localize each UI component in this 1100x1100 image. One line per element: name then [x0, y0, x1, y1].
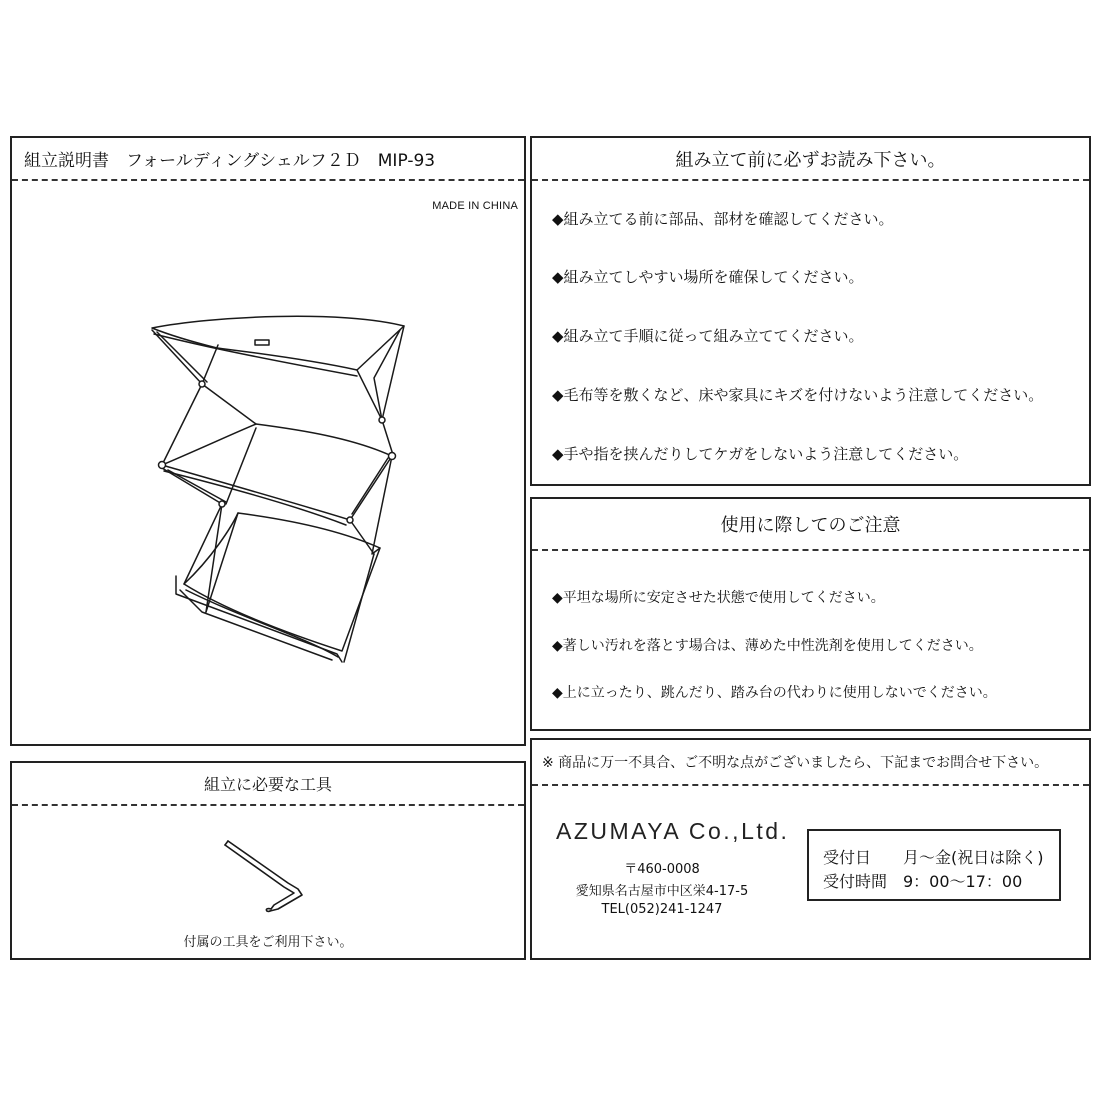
usage-note-item: ◆平坦な場所に安定させた状態で使用してください。 — [552, 590, 885, 606]
folding-shelf-illustration — [12, 138, 528, 748]
title-panel — [10, 136, 526, 746]
reception-hours-value: 9：00～17：00 — [903, 872, 1023, 891]
company-address: 愛知県名古屋市中区栄4-17-5 — [575, 884, 749, 899]
made-in-label: MADE IN CHINA — [432, 200, 518, 212]
usage-notes-heading: 使用に際してのご注意 — [532, 499, 1089, 551]
before-assembly-item: ◆毛布等を敷くなど、床や家具にキズを付けないよう注意してください。 — [552, 386, 1044, 404]
before-assembly-item: ◆組み立てる前に部品、部材を確認してください。 — [552, 210, 894, 228]
tools-caption: 付属の工具をご利用下さい。 — [183, 935, 353, 950]
before-assembly-item: ◆手や指を挟んだりしてケガをしないよう注意してください。 — [552, 445, 969, 463]
contact-heading: ※ 商品に万一不具合、ご不明な点がございましたら、下記までお問合せ下さい。 — [532, 740, 1089, 786]
reception-hours-box — [807, 829, 1061, 901]
before-assembly-item: ◆組み立て手順に従って組み立ててください。 — [552, 327, 864, 345]
usage-note-item: ◆著しい汚れを落とす場合は、薄めた中性洗剤を使用してください。 — [552, 638, 983, 654]
before-assembly-item: ◆組み立てしやすい場所を確保してください。 — [552, 268, 864, 286]
tools-panel — [10, 761, 526, 960]
reception-days-label: 受付日 — [823, 848, 872, 867]
usage-note-item: ◆上に立ったり、跳んだり、踏み台の代わりに使用しないでください。 — [552, 685, 997, 701]
company-tel: TEL(052)241-1247 — [601, 902, 723, 917]
postal-code: 〒460-0008 — [624, 862, 700, 877]
company-name: AZUMAYA Co.,Ltd. — [556, 818, 790, 844]
reception-hours-label: 受付時間 — [823, 872, 888, 891]
before-assembly-heading: 組み立て前に必ずお読み下さい。 — [532, 138, 1089, 181]
usage-notes-panel — [530, 497, 1091, 731]
tools-heading: 組立に必要な工具 — [12, 763, 524, 806]
hex-key-icon — [218, 833, 318, 923]
contact-panel — [530, 738, 1091, 960]
reception-days-value: 月～金(祝日は除く) — [903, 848, 1044, 867]
document-title: 組立説明書 フォールディングシェルフ２Ｄ MIP-93 — [12, 138, 524, 181]
before-assembly-panel — [530, 136, 1091, 486]
